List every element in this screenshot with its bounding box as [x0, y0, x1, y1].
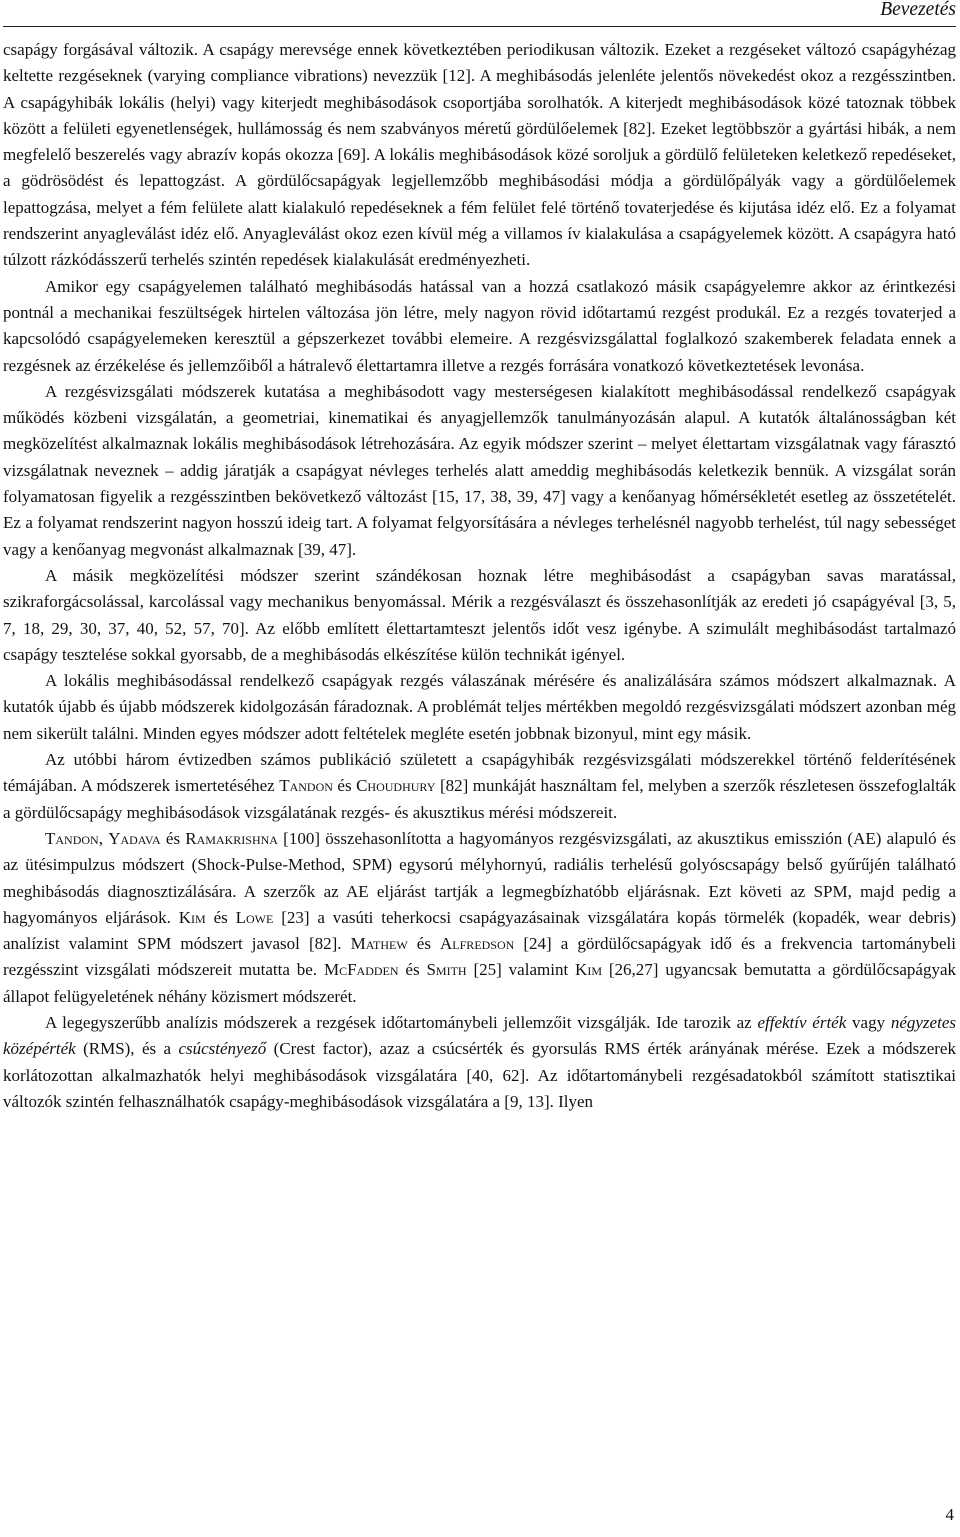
author-name: Yadava: [108, 828, 161, 848]
term-italic: csúcstényező: [178, 1039, 267, 1059]
text-run: [100] összehasonlította a hagyományos rezgésvizsgálati, az akusztikus emisszión (AE) alapuló és az ütésimpulzus módszert (Shock-Pulse-Method, SPM) egysorú mélyhornyú, radiális terhelésű golyóscsapágy belső gyűrűjén található meghibásodás diagnosztizálására. A szerzők az AE eljárást tartják a legmegbízhatóbb eljárásnak. Ezt követi az SPM, majd pedig a hagyományos eljárások.: [3, 828, 956, 927]
text-run: ,: [98, 828, 109, 848]
text-run: [25] valamint: [466, 960, 576, 980]
author-name: Kim: [178, 907, 206, 927]
author-name: Mathew: [350, 934, 408, 954]
text-run: A legegyszerűbb analízis módszerek a rezgések időtartománybeli jellemzőit vizsgálják. Ide tarozik az: [45, 1012, 758, 1032]
author-name: Ramakrishna: [185, 828, 278, 848]
text-run: Az utóbbi három évtizedben számos publikáció született a csapágyhibák rezgésvizsgálati módszerekkel történő felderítésének témájában. A módszerek ismertetéséhez: [3, 750, 956, 796]
paragraph-6: [3, 747, 956, 826]
author-name: Smith: [426, 960, 467, 980]
paragraph-8: [3, 1010, 956, 1115]
author-name: McFadden: [323, 960, 399, 980]
page-header: [3, 0, 956, 27]
author-name: Lowe: [235, 907, 274, 927]
text-run: és: [332, 776, 357, 796]
text-run: (RMS), és a: [75, 1039, 179, 1059]
term-italic: négyzetes középérték: [3, 1012, 956, 1059]
paragraph-2: Amikor egy csapágyelemen található meghibásodás hatással van a hozzá csatlakozó másik csapágyelemre akkor az érintkezési pontnál a mechanikai feszültségek hirtelen változása jön létre, mely nagyon rövid időtartamú rezgést produkál. Ez a rezgés tovaterjed a kapcsolódó csapágyelemeken keresztül a gépszerkezet további elemeire. A rezgésvizsgálattal foglalkozó szakemberek feladata ennek a rezgésnek az érzékelése és jellemzőiből a hátralevő élettartamra illetve a rezgés forrására vonatkozó következtetések levonása.: [3, 276, 956, 375]
paragraph-7: [3, 826, 956, 1010]
body-text: [3, 37, 956, 1115]
text-run: vagy: [846, 1012, 891, 1032]
text-run: és: [205, 907, 236, 927]
text-run: [23] a vasúti teherkocsi csapágyazásainak vizsgálatára kopás törmelék (kopadék, wear debris) analízist valamint SPM módszert javasol [82].: [3, 907, 956, 954]
text-run: (Crest factor), azaz a csúcsérték és gyorsulás RMS érték arányának mérése. Ezek a módszerek korlátozottan alkalmazhatók helyi meghibásodások vizsgálatára [40, 62]. Az időtartománybeli rezgésadatokból számított statisztikai változók szintén felhasználhatók csapágy-meghibásodások vizsgálatára a [9, 13]. Ilyen: [3, 1039, 956, 1111]
author-name: Kim: [575, 960, 602, 980]
paragraph-5: A lokális meghibásodással rendelkező csapágyak rezgés válaszának mérésére és analizálására számos módszert alkalmaznak. A kutatók újabb és újabb módszerek kidolgozásán fáradoznak. A problémát teljes mértékben megoldó rezgésvizsgálati módszert azonban még nem sikerült találni. Minden egyes módszer adott feltételek megléte esetén jobbnak bizonyul, mint egy másik.: [3, 671, 956, 743]
paragraph-1: csapágy forgásával változik. A csapágy merevsége ennek következtében periodikusan változik. Ezeket a rezgéseket változó csapágyhézag keltette rezgéseknek (varying compliance vibrations) nevezzük [12]. A meghibásodás jelenléte jelentős növekedést okoz a rezgésszintben. A csapágyhibák lokális (helyi) vagy kiterjedt meghibásodások csoportjába sorolhatók. A kiterjedt meghibásodások közé tatoznak többek között a felületi egyenetlenségek, hullámosság és nem szabványos méretű gördülőelemek [82]. Ezeket legtöbbször a gyártási hibák, a nem megfelelő beszerelés vagy abrazív kopás okozza [69]. A lokális meghibásodások közé soroljuk a gördülő felületeken keletkező repedéseket, a gödrösödést és lepattogzást. A gördülőcsapágyak legjellemzőbb meghibásodási módja a gördülőpályák vagy a gördülőelemek lepattogzása, melyet a fém felülete alatt kialakuló repedéseknek a fém felület felé történő tovaterjedése és kijutása idéz elő. Ez a folyamat rendszerint anyagleválást idéz elő. Anyagleválást okoz ezen kívül még a villamos ív kialakulása a csapágyelemek között. A csapágyra ható túlzott rázkódásszerű terhelés szintén repedések kialakulását eredményezheti.: [3, 40, 956, 270]
text-run: [24] a gördülőcsapágyak idő és a frekvencia tartománybeli rezgésszint vizsgálati módszereit mutatta be.: [3, 934, 956, 980]
author-name: Choudhury: [356, 776, 436, 796]
chapter-title: Bevezetés: [880, 0, 956, 20]
author-name: Tandon: [279, 776, 333, 796]
text-run: és: [160, 828, 186, 848]
author-name: Alfredson: [440, 934, 515, 954]
term-italic: effektív érték: [757, 1012, 847, 1032]
page-number: 4: [945, 1505, 954, 1524]
text-run: és: [407, 934, 441, 954]
paragraph-4: A másik megközelítési módszer szerint szándékosan hoznak létre meghibásodást a csapágyban savas maratással, szikraforgácsolással, karcolással vagy mechanikus benyomással. Mérik a rezgésválaszt és összehasonlítják az eredeti jó csapágyéval [3, 5, 7, 18, 29, 30, 37, 40, 52, 57, 70]. Az előbb említett élettartamteszt jelentős időt vesz igénybe. A szimulált meghibásodást tartalmazó csapágy tesztelése sokkal gyorsabb, de a meghibásodás elkészítése külön technikát igényel.: [3, 565, 956, 664]
text-run: és: [398, 960, 427, 980]
paragraph-3: A rezgésvizsgálati módszerek kutatása a meghibásodott vagy mesterségesen kialakított meghibásodással rendelkező csapágyak működés közbeni vizsgálatán, a geometriai, kinematikai és anyagjellemzők tanulmányozásán alapul. A kutatók általánosságban két megközelítést alkalmaznak lokális meghibásodások létrehozására. Az egyik módszer szerint – melyet élettartam vizsgálatnak vagy fárasztó vizsgálatnak neveznek – addig járatják a csapágyat névleges terhelés alatt ameddig meghibásodás keletkezik bennük. A vizsgálat során folyamatosan figyelik a rezgésszintben bekövetkező változást [15, 17, 38, 39, 47] vagy a kenőanyag hőmérsékletét esetleg az összetételét. Ez a folyamat rendszerint nagyon hosszú ideig tart. A folyamat felgyorsítására a névleges terhelésnél nagyobb terhelést, túl nagy sebességet vagy a kenőanyag megvonást alkalmaznak [39, 47].: [3, 381, 956, 559]
text-run: [26,27] ugyancsak bemutatta a gördülőcsapágyak állapot felügyeletének néhány közismert módszerét.: [3, 960, 956, 1006]
author-name: Tandon: [45, 828, 99, 848]
text-run: [82] munkáját használtam fel, melyben a szerzők részletesen összefoglalták a gördülőcsapágy meghibásodások vizsgálatának rezgés- és akusztikus mérési módszereit.: [3, 776, 956, 822]
